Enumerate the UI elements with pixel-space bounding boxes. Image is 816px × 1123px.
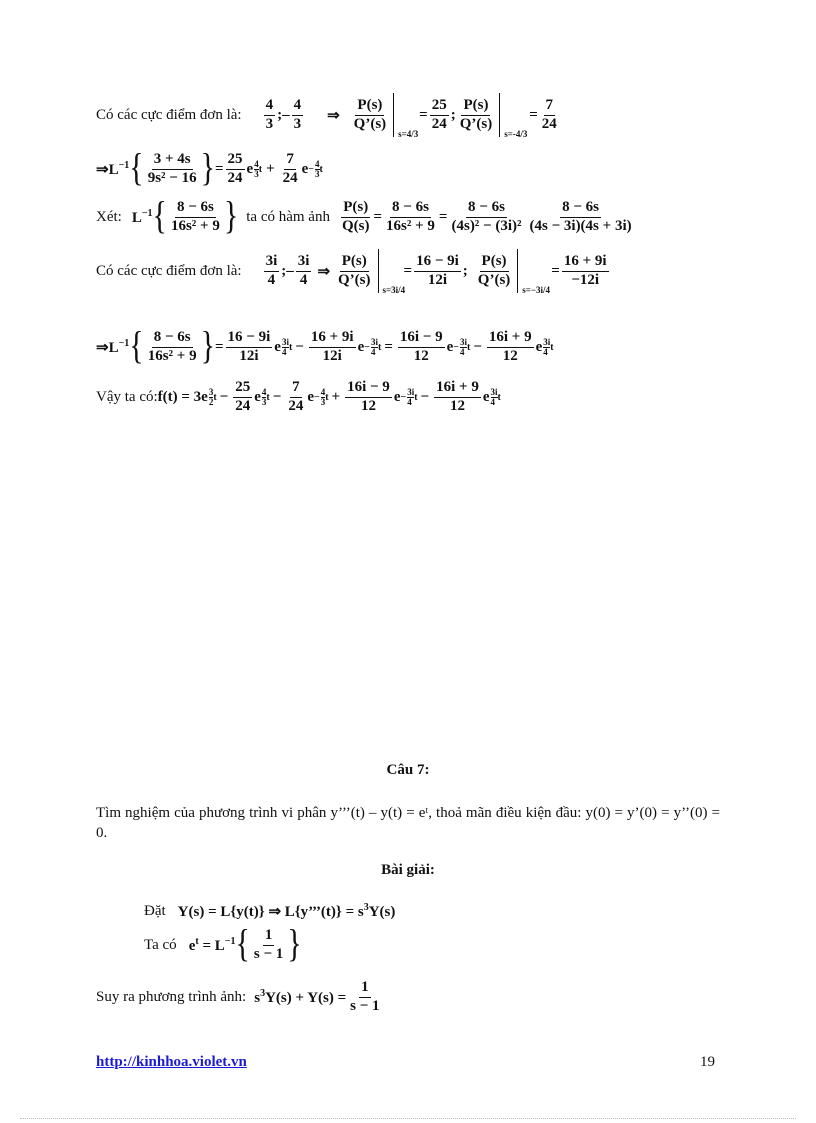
dat-line: Đặt Y(s) = L{y(t)} ⇒ L{y’’’(t)} = $s^3Y(s)$	[144, 901, 396, 920]
problem-statement: Tìm nghiệm của phương trình vi phân y’’’(t) – y(t) = eᵗ, thoả mãn điều kiện đầu: y(0) = y’(0) = y’’(0) = 0.	[96, 805, 720, 842]
result-label: Vậy ta có:	[96, 388, 158, 405]
poles-text-2: Có các cực điểm đơn là:	[96, 262, 242, 279]
page-number: 19	[700, 1054, 715, 1070]
taco-label: Ta có	[144, 936, 177, 953]
poles-line-2: Có các cực điểm đơn là: $\frac{3i}{4}$ ;– $\frac{3i}{4}$ ⇒ $\frac{P(s)}{Q’(s)}$ s=3i/4 = $\frac{16 - 9i}{12i}$ ; $\frac{P(s)}{Q’(s)}$ s=−3i/4 = $\frac{16 + 9i}{-12i}$	[96, 248, 611, 294]
question-title: Câu 7:	[386, 762, 430, 778]
suyra-label: Suy ra phương trình ảnh:	[96, 988, 247, 1005]
dat-label: Đặt	[144, 902, 166, 919]
residue-value: $\frac{25}{24}$	[431, 97, 447, 132]
bottom-divider	[20, 1118, 796, 1119]
xet-line: Xét: $L^{-1}$ { $\frac{8 - 6s}{\text{16s² + 9}}$ } ta có hàm ảnh $\frac{P(s)}{Q(s)}$ = $\frac{8 - 6s}{\text{16s² + 9}}$ = $\frac{8 - 6s}{\text{(4s)² − (3i)²}}$ $\frac{8 - 6s}{(4s - 3i)(4s + 3i)}$	[96, 194, 632, 238]
residue-fraction: $\frac{P(s)}{Q’(s)}$	[459, 97, 493, 132]
residue-value: $\frac{7}{24}$	[541, 97, 557, 132]
poles-text: Có các cực điểm đơn là:	[96, 106, 242, 123]
xet-mid-text: ta có hàm ảnh	[246, 208, 330, 225]
inverse-laplace-line-2: $\Rightarrow L^{-1}$ { $\frac{8 - 6s}{\text{16s² + 9}}$ } = $\frac{16 - 9i}{12i}$ e 3i 4 t − $\frac{16 + 9i}{12i}$ e − $\frac{3i}{4}$ t = $\frac{16i - 9}{12}$ e − $\frac{3i}{4}$ t − $\frac{16i + 9}{12}$ e 3i 4 t	[96, 324, 554, 368]
evaluation-bar: s=4/3	[393, 93, 394, 137]
laplace-argument: $\frac{3 + 4s}{\text{9s² − 16}}$	[147, 151, 197, 186]
evaluation-bar: s=-4/3	[499, 93, 500, 137]
residue-fraction: $\frac{P(s)}{Q’(s)}$	[353, 97, 387, 132]
poles-line-1: Có các cực điểm đơn là: $\frac{4}{3}$ ;– $\frac{4}{3}$ ⇒ $\frac{P(s)}{Q’(s)}$ s=4/3 = $\frac{25}{24}$ ; $\frac{P(s)}{Q’(s)}$ s=-4/3 = $\frac{7}{24}$	[96, 92, 561, 138]
footer-link[interactable]: http://kinhhoa.violet.vn	[96, 1054, 247, 1070]
pole-fraction: $\frac{4}{3}$	[293, 97, 302, 132]
taco-line: Ta có $e^t = L^{-1}$ { $\frac{1}{s - 1}$ }	[144, 922, 302, 966]
pole-fraction: $\frac{4}{3}$	[265, 97, 274, 132]
solution-title: Bài giải:	[381, 862, 435, 878]
suyra-line: Suy ra phương trình ảnh: $s^3Y(s) + Y(s)$ = $\frac{1}{s - 1}$	[96, 979, 380, 1014]
inverse-laplace-line-1: $\Rightarrow L^{-1}$ { $\frac{3 + 4s}{\text{9s² − 16}}$ } = $\frac{25}{24}$ e 4 3 t + $\frac{7}{24}$ e − $\frac{4}{3}$ t	[96, 146, 323, 190]
result-line: Vậy ta có: f(t) = 3e 3 2 t − $\frac{25}{24}$ e 4 3 t − $\frac{7}{24}$ e − $\frac{4}{3}$ t + $\frac{16i - 9}{12}$ e − $\frac{3i}{4}$ t − $\frac{16i + 9}{12}$ e 3i 4 t	[96, 379, 501, 414]
xet-label: Xét:	[96, 208, 122, 225]
